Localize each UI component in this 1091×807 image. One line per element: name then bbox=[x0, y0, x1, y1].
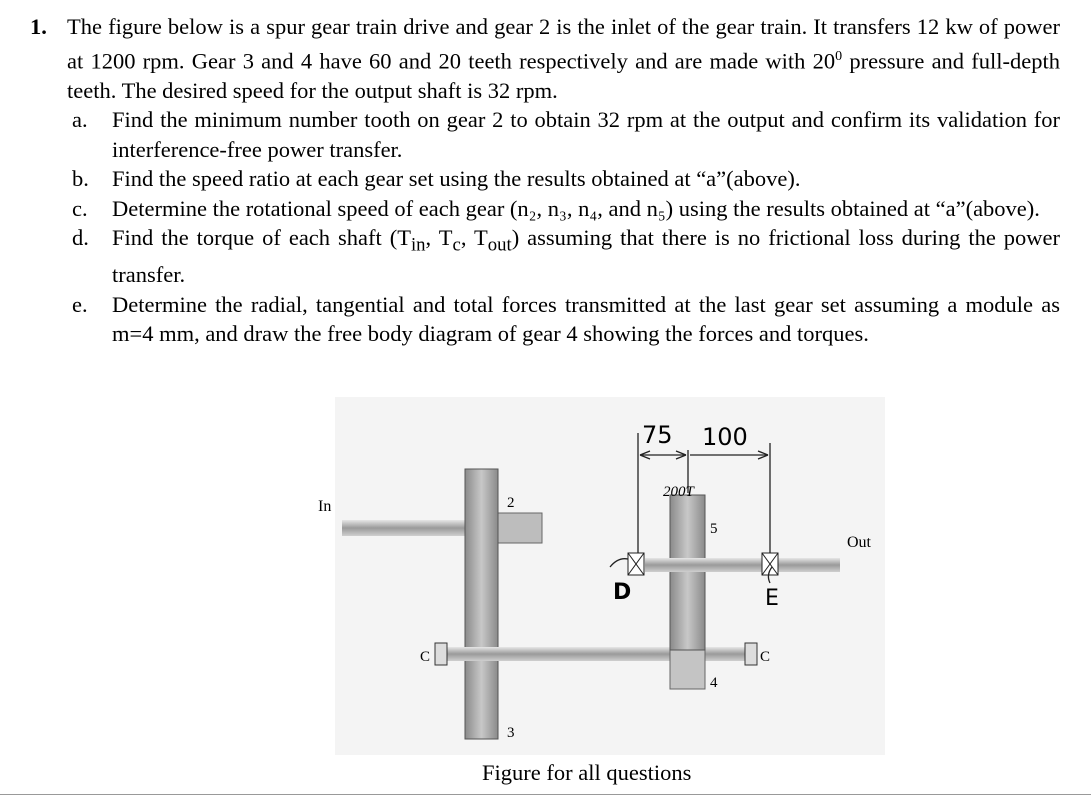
page-divider bbox=[0, 794, 1091, 795]
degree-superscript: 0 bbox=[835, 48, 843, 64]
question-intro: The figure below is a spur gear train drive and gear 2 is the inlet of the gear train. It transfers 12 kw of power at 1200 rpm. Gear 3 and 4 have 60 and 20 teeth respectively and are made with $20^0$ pressure and full-depth teeth. The desired speed for the output shaft is 32 rpm. bbox=[67, 14, 1061, 103]
part-e: e. Determine the radial, tangential and total forces transmitted at the last gear set assuming a module as m=4 mm, and draw the free body diagram of gear 4 showing the forces and torques. bbox=[72, 291, 1060, 346]
dim-100: 100 bbox=[702, 423, 748, 451]
bearing-c-left bbox=[435, 643, 447, 665]
question-parts bbox=[68, 105, 1060, 349]
bearing-c-right bbox=[745, 643, 757, 665]
label-gear-2: 2 bbox=[507, 495, 515, 511]
label-in: In bbox=[318, 498, 332, 515]
figure-background bbox=[335, 397, 885, 755]
part-d: d. Find the torque of each shaft ($T_{in}$, $T_c$, $T_{out}$) assuming that there is no frictional loss during the power transfer. bbox=[72, 225, 1060, 287]
label-gear-4: 4 bbox=[710, 675, 718, 691]
part-a: a. Find the minimum number tooth on gear 2 to obtain 32 rpm at the output and confirm its validation for interference-free power transfer. bbox=[72, 107, 1060, 162]
question-block bbox=[30, 12, 1060, 349]
gear-5 bbox=[670, 495, 705, 650]
label-d: D bbox=[613, 580, 632, 605]
label-e: E bbox=[765, 586, 779, 611]
label-c-left: C bbox=[420, 649, 431, 665]
output-shaft bbox=[645, 558, 840, 572]
dim-75: 75 bbox=[642, 421, 673, 449]
label-gear-3: 3 bbox=[507, 725, 515, 741]
figure-caption: Figure for all questions bbox=[482, 760, 692, 785]
question-number: 1. bbox=[30, 14, 47, 39]
gear-3 bbox=[465, 469, 498, 739]
label-c-right: C bbox=[760, 649, 771, 665]
part-b: b. Find the speed ratio at each gear set using the results obtained at “a”(above). bbox=[72, 166, 801, 191]
part-c: c. Determine the rotational speed of each gear (n₂, n₃, n₄, and n₅) using the results obtained at “a”(above). bbox=[72, 195, 1040, 221]
label-gear-5: 5 bbox=[710, 521, 718, 537]
gear-train-figure bbox=[300, 395, 890, 765]
gear-2 bbox=[498, 513, 542, 543]
label-out: Out bbox=[847, 534, 871, 551]
label-200t: 200T bbox=[663, 484, 694, 500]
bearing-d bbox=[628, 553, 644, 575]
